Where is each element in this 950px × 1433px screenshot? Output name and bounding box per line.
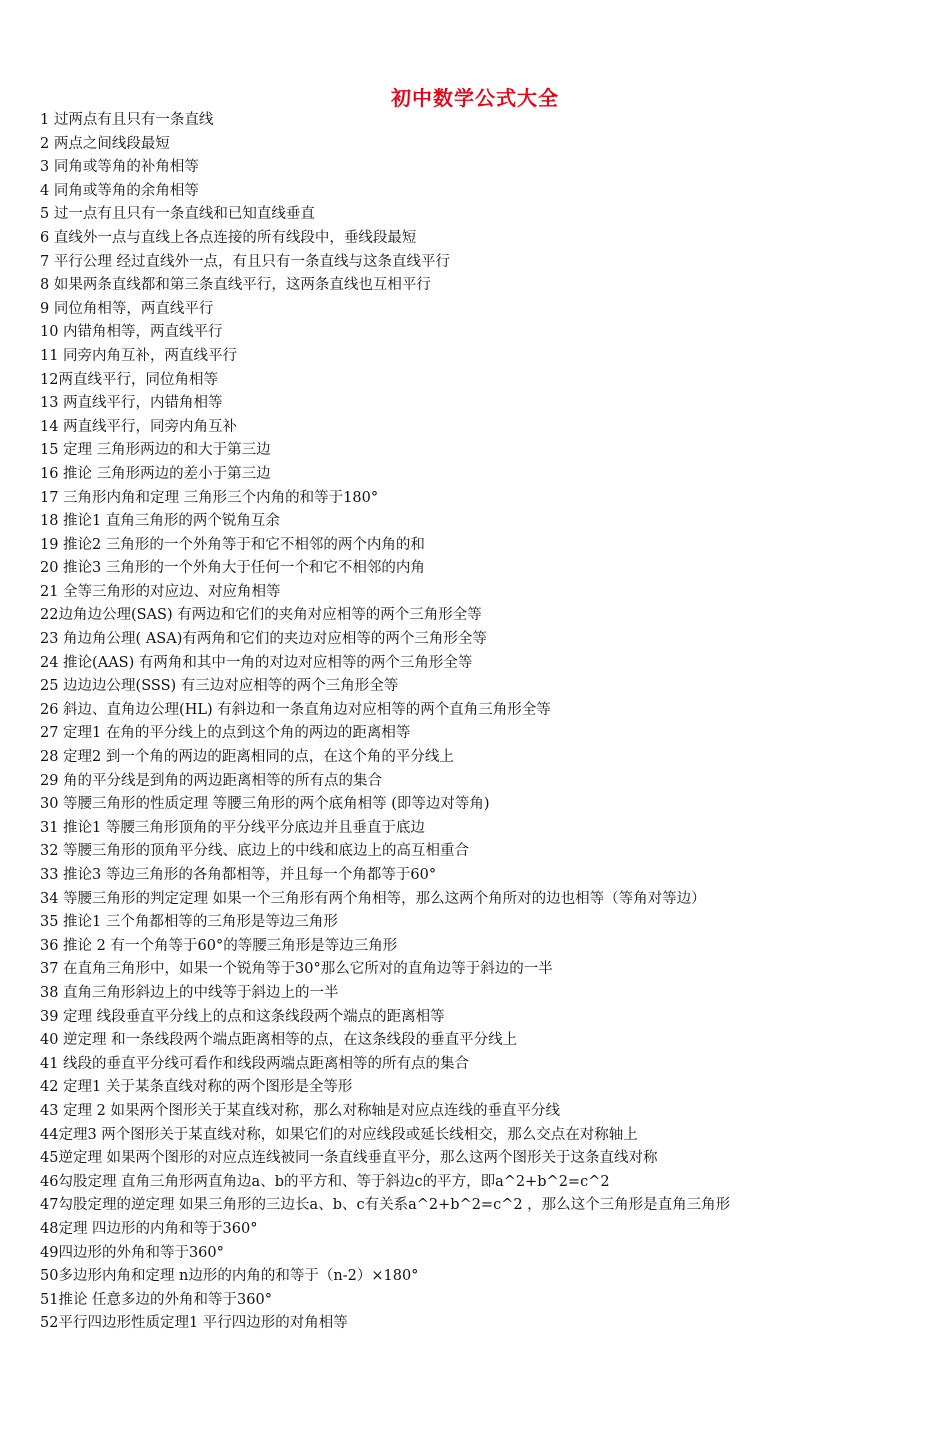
formula-line: 13 两直线平行，内错角相等 [40, 395, 223, 412]
formula-line: 3 同角或等角的补角相等 [40, 159, 199, 176]
formula-line: 34 等腰三角形的判定定理 如果一个三角形有两个角相等，那么这两个角所对的边也相等（等角对等边） [40, 890, 706, 907]
formula-line: 27 定理1 在角的平分线上的点到这个角的两边的距离相等 [40, 725, 411, 742]
formula-line: 15 定理 三角形两边的和大于第三边 [40, 442, 271, 459]
formula-line: 39 定理 线段垂直平分线上的点和这条线段两个端点的距离相等 [40, 1008, 445, 1025]
formula-line: 10 内错角相等，两直线平行 [40, 324, 223, 341]
formula-line: 28 定理2 到一个角的两边的距离相同的点，在这个角的平分线上 [40, 749, 454, 766]
formula-line: 41 线段的垂直平分线可看作和线段两端点距离相等的所有点的集合 [40, 1055, 470, 1072]
formula-line: 51推论 任意多边的外角和等于360° [40, 1291, 272, 1308]
formula-line: 40 逆定理 和一条线段两个端点距离相等的点，在这条线段的垂直平分线上 [40, 1032, 518, 1049]
document-title: 初中数学公式大全 [391, 86, 559, 110]
formula-line: 38 直角三角形斜边上的中线等于斜边上的一半 [40, 984, 339, 1001]
formula-line: 29 角的平分线是到角的两边距离相等的所有点的集合 [40, 772, 383, 789]
formula-line: 30 等腰三角形的性质定理 等腰三角形的两个底角相等 (即等边对等角) [40, 796, 490, 813]
formula-line: 25 边边边公理(SSS) 有三边对应相等的两个三角形全等 [40, 678, 399, 695]
formula-line: 16 推论 三角形两边的差小于第三边 [40, 465, 271, 482]
formula-line: 21 全等三角形的对应边、对应角相等 [40, 583, 281, 600]
formula-line: 45逆定理 如果两个图形的对应点连线被同一条直线垂直平分，那么这两个图形关于这条直线对称 [40, 1150, 658, 1167]
formula-line: 26 斜边、直角边公理(HL) 有斜边和一条直角边对应相等的两个直角三角形全等 [40, 701, 551, 718]
formula-line: 2 两点之间线段最短 [40, 135, 170, 152]
formula-line: 18 推论1 直角三角形的两个锐角互余 [40, 513, 280, 530]
formula-line: 23 角边角公理( ASA)有两角和它们的夹边对应相等的两个三角形全等 [40, 631, 487, 648]
formula-line: 43 定理 2 如果两个图形关于某直线对称，那么对称轴是对应点连线的垂直平分线 [40, 1102, 561, 1119]
formula-line: 14 两直线平行，同旁内角互补 [40, 418, 238, 435]
formula-line: 47勾股定理的逆定理 如果三角形的三边长a、b、c有关系a^2+b^2=c^2 ，那么这个三角形是直角三角形 [40, 1197, 731, 1214]
formula-line: 8 如果两条直线都和第三条直线平行，这两条直线也互相平行 [40, 277, 431, 294]
formula-line: 19 推论2 三角形的一个外角等于和它不相邻的两个内角的和 [40, 536, 425, 553]
formula-line: 46勾股定理 直角三角形两直角边a、b的平方和、等于斜边c的平方，即a^2+b^2=c^2 [40, 1173, 610, 1190]
formula-line: 35 推论1 三个角都相等的三角形是等边三角形 [40, 914, 338, 931]
formula-line: 1 过两点有且只有一条直线 [40, 112, 214, 128]
formula-line: 36 推论 2 有一个角等于60°的等腰三角形是等边三角形 [40, 937, 398, 954]
formula-line: 33 推论3 等边三角形的各角都相等，并且每一个角都等于60° [40, 867, 437, 883]
formula-line: 32 等腰三角形的顶角平分线、底边上的中线和底边上的高互相重合 [40, 843, 470, 860]
formula-line: 11 同旁内角互补，两直线平行 [40, 347, 238, 364]
formula-line: 5 过一点有且只有一条直线和已知直线垂直 [40, 206, 315, 223]
formula-line: 24 推论(AAS) 有两角和其中一角的对边对应相等的两个三角形全等 [40, 654, 473, 671]
formula-line: 22边角边公理(SAS) 有两边和它们的夹角对应相等的两个三角形全等 [40, 607, 482, 624]
formula-line: 6 直线外一点与直线上各点连接的所有线段中，垂线段最短 [40, 229, 417, 246]
formula-line: 4 同角或等角的余角相等 [40, 182, 199, 199]
formula-line: 20 推论3 三角形的一个外角大于任何一个和它不相邻的内角 [40, 560, 425, 577]
formula-line: 48定理 四边形的内角和等于360° [40, 1220, 258, 1237]
formula-line: 9 同位角相等，两直线平行 [40, 300, 214, 317]
formula-line: 44定理3 两个图形关于某直线对称，如果它们的对应线段或延长线相交，那么交点在对称轴上 [40, 1126, 638, 1143]
formula-line: 12两直线平行，同位角相等 [40, 371, 218, 388]
formula-line: 42 定理1 关于某条直线对称的两个图形是全等形 [40, 1079, 353, 1096]
formula-line: 17 三角形内角和定理 三角形三个内角的和等于180° [40, 489, 379, 506]
formula-line: 52平行四边形性质定理1 平行四边形的对角相等 [40, 1315, 348, 1332]
formula-line: 37 在直角三角形中，如果一个锐角等于30°那么它所对的直角边等于斜边的一半 [40, 961, 553, 978]
formula-line: 7 平行公理 经过直线外一点，有且只有一条直线与这条直线平行 [40, 253, 450, 270]
formula-line: 31 推论1 等腰三角形顶角的平分线平分底边并且垂直于底边 [40, 819, 425, 836]
formula-line: 49四边形的外角和等于360° [40, 1244, 224, 1261]
formula-list [40, 109, 920, 1336]
formula-line: 50多边形内角和定理 n边形的内角的和等于（n-2）×180° [40, 1268, 419, 1285]
